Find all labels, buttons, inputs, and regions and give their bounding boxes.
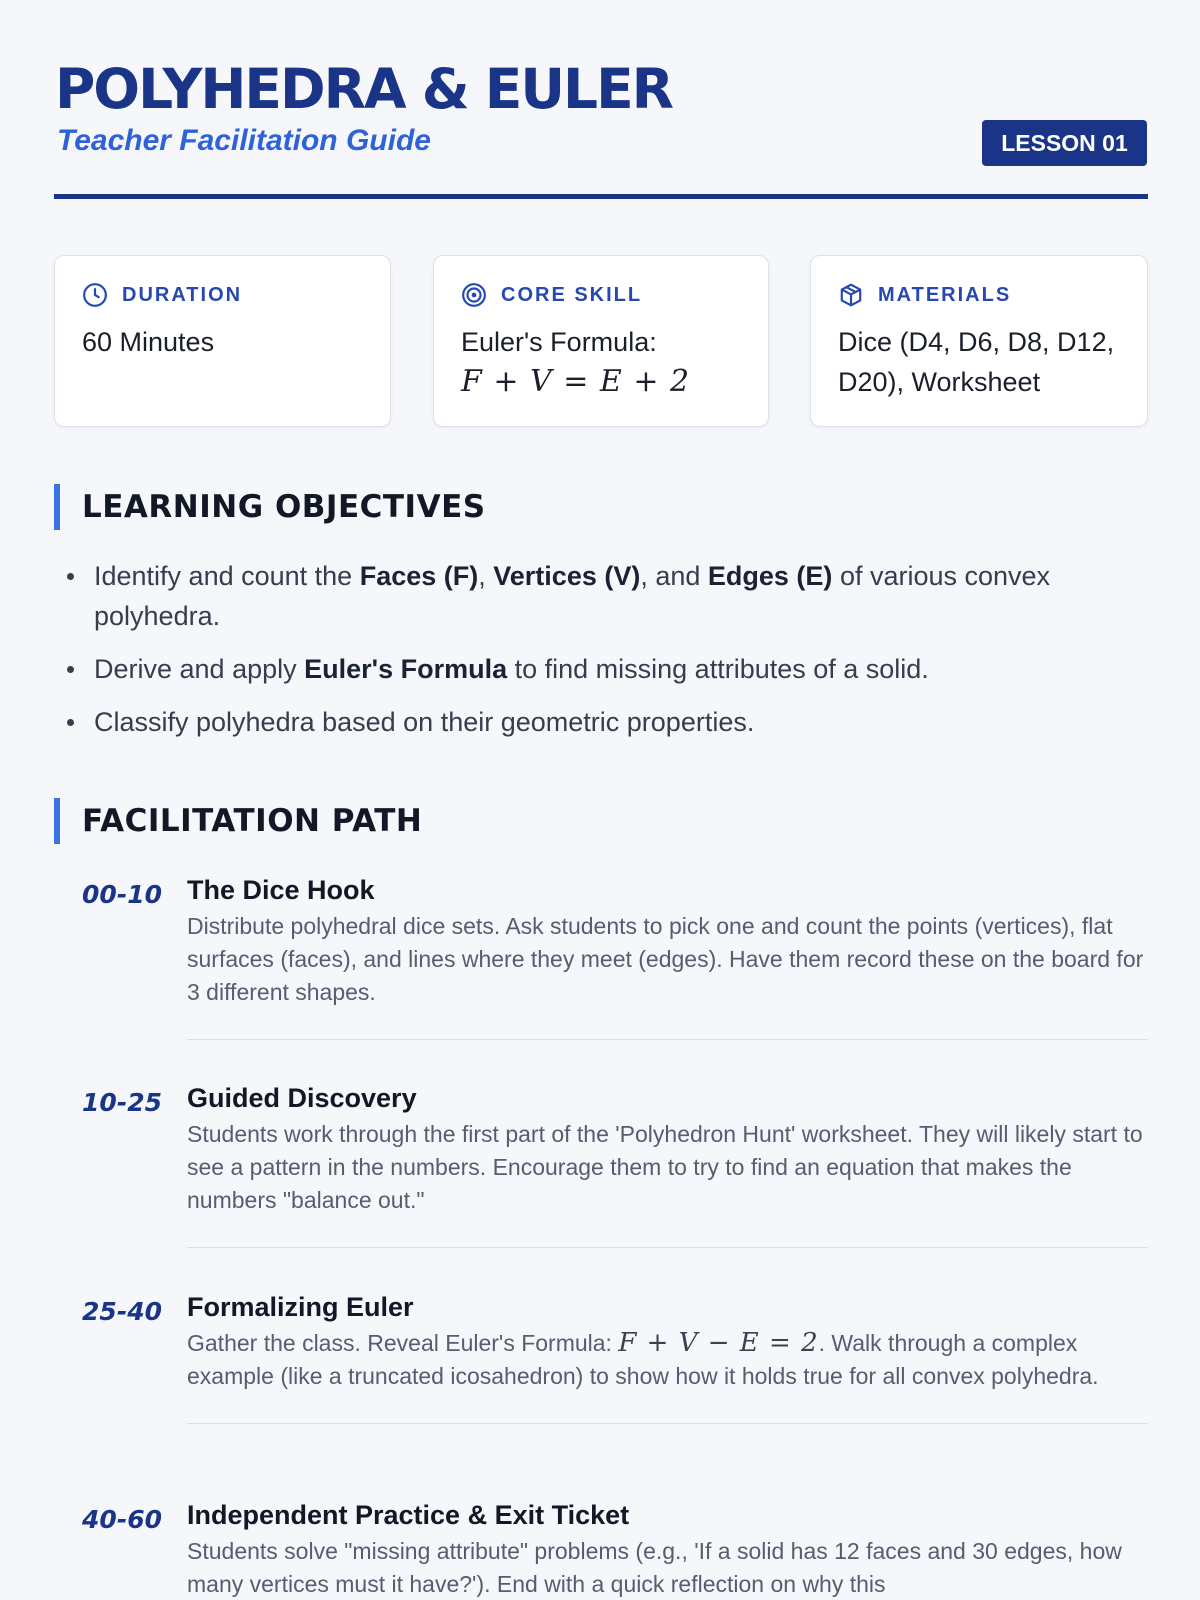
objective-item: Classify polyhedra based on their geometric properties. <box>94 702 1154 742</box>
step-divider <box>187 1039 1148 1040</box>
section-accent-bar <box>54 484 60 530</box>
target-icon <box>461 282 487 308</box>
bullet-icon <box>67 666 74 673</box>
step-time: 40-60 <box>82 1505 162 1534</box>
euler-formula: F + V = E + 2 <box>461 364 691 399</box>
duration-label: DURATION <box>122 283 243 306</box>
term-faces: Faces (F) <box>359 561 479 591</box>
step-time: 10-25 <box>82 1088 162 1117</box>
step-time: 25-40 <box>82 1297 162 1326</box>
cube-icon <box>838 282 864 308</box>
step-description: Distribute polyhedral dice sets. Ask students to pick one and count the points (vertices), flat surfaces (faces), and lines where they meet (edges). Have them record these on the board for 3 different shapes. <box>187 913 1144 1005</box>
step-description: Gather the class. Reveal Euler's Formula: F + V − E = 2. Walk through a complex example (like a truncated icosahedron) to show how it holds true for all convex polyhedra. <box>187 1328 1099 1389</box>
step-title: Independent Practice & Exit Ticket <box>187 1500 630 1530</box>
duration-value: 60 Minutes <box>82 327 215 357</box>
step-description: Students solve "missing attribute" problems (e.g., 'If a solid has 12 faces and 30 edges, how many vertices must it have?'). End with a quick reflection on why this <box>187 1538 1122 1597</box>
objectives-list <box>94 556 1154 755</box>
objectives-heading: LEARNING OBJECTIVES <box>82 489 486 525</box>
materials-label: MATERIALS <box>878 283 1012 306</box>
bullet-icon <box>67 573 74 580</box>
core-skill-value: Euler's Formula: <box>461 327 657 357</box>
lesson-badge: LESSON 01 <box>982 120 1147 166</box>
duration-card <box>54 255 391 427</box>
facilitation-section-header <box>54 798 422 844</box>
step-divider <box>187 1247 1148 1248</box>
objective-item: Identify and count the Faces (F), Vertices (V), and Edges (E) of various convex polyhedra. <box>94 556 1154 636</box>
materials-value: Dice (D4, D6, D8, D12, D20), Worksheet <box>838 327 1115 397</box>
step-title: The Dice Hook <box>187 875 375 905</box>
materials-card <box>810 255 1148 427</box>
objectives-section-header <box>54 484 486 530</box>
section-accent-bar <box>54 798 60 844</box>
core-skill-card <box>433 255 769 427</box>
step-title: Guided Discovery <box>187 1083 417 1113</box>
core-skill-label: CORE SKILL <box>501 283 643 306</box>
step-time: 00-10 <box>82 880 162 909</box>
clock-icon <box>82 282 108 308</box>
term-vertices: Vertices (V) <box>493 561 641 591</box>
step-divider <box>187 1423 1148 1424</box>
term-edges: Edges (E) <box>707 561 833 591</box>
objective-item: Derive and apply Euler's Formula to find missing attributes of a solid. <box>94 649 1154 689</box>
facilitation-heading: FACILITATION PATH <box>82 803 423 839</box>
bullet-icon <box>67 719 74 726</box>
header-divider <box>54 194 1148 199</box>
step-description: Students work through the first part of the 'Polyhedron Hunt' worksheet. They will likely start to see a pattern in the numbers. Encourage them to try to find an equation that makes the numbers "balance out." <box>187 1121 1143 1213</box>
euler-formula-inline: F + V − E = 2 <box>618 1328 819 1358</box>
page-subtitle: Teacher Facilitation Guide <box>57 124 431 157</box>
term-eulers-formula: Euler's Formula <box>304 654 508 684</box>
page-title: POLYHEDRA & EULER <box>55 57 673 121</box>
step-title: Formalizing Euler <box>187 1292 414 1322</box>
